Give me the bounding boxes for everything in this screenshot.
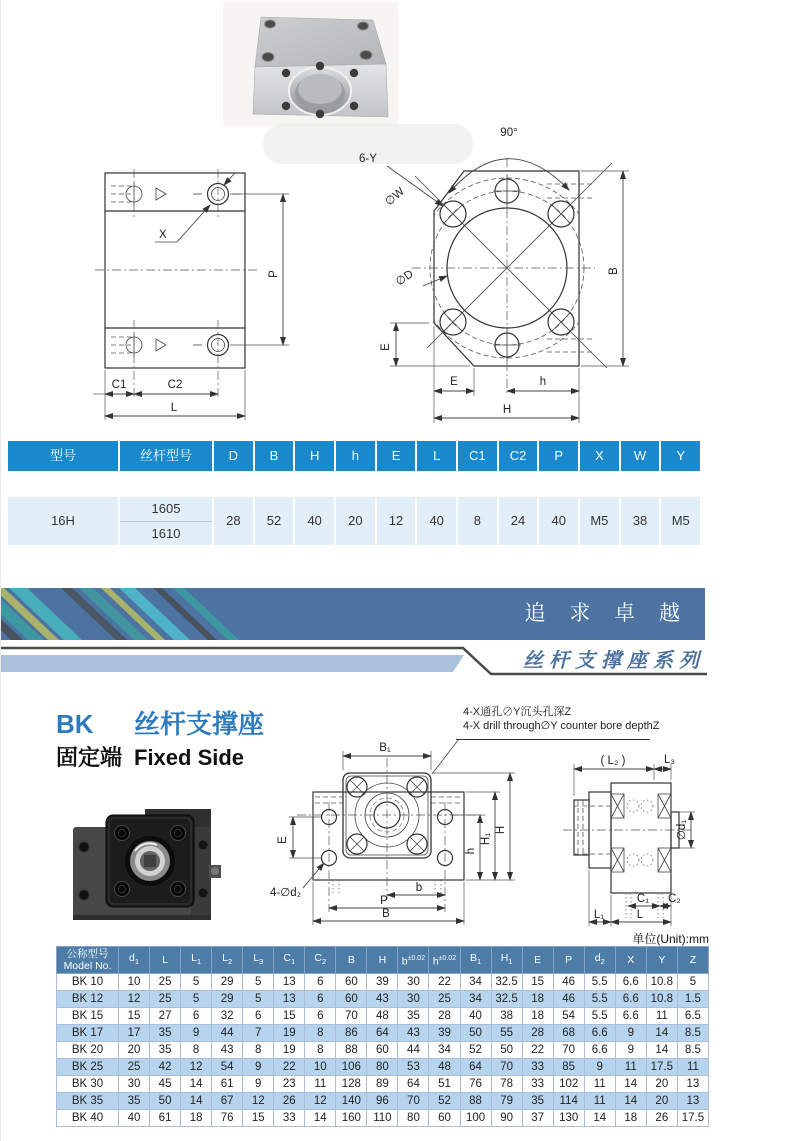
table-cell: 6 (181, 1008, 212, 1025)
table-cell: 13 (274, 991, 305, 1008)
dim-label-b: B (608, 267, 620, 275)
dim-label-l: L (170, 402, 178, 414)
dim-label-dia-w: ∅W (383, 185, 407, 209)
table-cell: 30 (398, 991, 429, 1008)
column-header: $L_1$ (181, 947, 212, 974)
table-cell: 29 (212, 991, 243, 1008)
table-cell: 1.5 (677, 991, 708, 1008)
table-cell: 12 (119, 991, 150, 1008)
table-cell: 114 (553, 1093, 584, 1110)
table-cell: 14 (615, 1076, 646, 1093)
table-cell: 13 (677, 1076, 708, 1093)
table-cell: 10 (119, 974, 150, 991)
column-header: L (150, 947, 181, 974)
dim-label-x: X (159, 229, 167, 241)
table-cell: 61 (212, 1076, 243, 1093)
table-cell: 14 (646, 1025, 677, 1042)
dim-label-h: h (539, 376, 547, 388)
value-cell: 40 (415, 497, 456, 545)
table-cell: 76 (460, 1076, 491, 1093)
table-cell: 17.5 (646, 1059, 677, 1076)
callout-cn: 4-X通孔∅Y沉头孔深Z (463, 706, 572, 718)
dim-label-h1: H₁ (480, 832, 492, 846)
table-cell: 11 (677, 1059, 708, 1076)
table-cell: 76 (212, 1110, 243, 1127)
bk-table (56, 946, 709, 1127)
dim-label-c2: C₂ (668, 893, 681, 905)
table-cell: 39 (429, 1025, 460, 1042)
table-cell: 90 (491, 1110, 522, 1127)
table-cell: 44 (398, 1042, 429, 1059)
bk-table-header (57, 947, 709, 974)
table-cell: 48 (429, 1059, 460, 1076)
bk-title-cn: 丝杆支撑座 (134, 709, 265, 739)
table-cell: 25 (429, 991, 460, 1008)
table-cell: 30 (119, 1076, 150, 1093)
product-photo-aluminum-housing (223, 2, 398, 126)
table-cell: 34 (460, 974, 491, 991)
bk-side-view-drawing (561, 736, 790, 946)
table-cell: 43 (212, 1042, 243, 1059)
table-row (57, 1093, 709, 1110)
table-cell: 37 (522, 1110, 553, 1127)
table-cell: 50 (150, 1093, 181, 1110)
value-cell: M5 (659, 497, 700, 545)
column-header: C2 (497, 441, 538, 471)
value-cell: 8 (456, 497, 497, 545)
bk-subtitle-cn: 固定端 (56, 745, 123, 770)
column-header: H (293, 441, 334, 471)
table-cell: 19 (274, 1042, 305, 1059)
dim-label-c1: C1 (111, 379, 127, 391)
table-cell: 44 (212, 1025, 243, 1042)
dim-label-l3: L₃ (664, 754, 676, 766)
column-header: X (615, 947, 646, 974)
table-cell: 15 (522, 974, 553, 991)
table-cell: 46 (553, 974, 584, 991)
column-header: E (522, 947, 553, 974)
table-cell: 14 (181, 1076, 212, 1093)
value-cell: 20 (334, 497, 375, 545)
table-cell: 30 (398, 974, 429, 991)
table-cell: 14 (584, 1110, 615, 1127)
table-cell: 86 (336, 1025, 367, 1042)
table-cell: 100 (460, 1110, 491, 1127)
table-cell: 39 (367, 974, 398, 991)
table-row (57, 974, 709, 991)
table-cell: 8 (305, 1025, 336, 1042)
table-cell: 79 (491, 1093, 522, 1110)
table-cell: 8.5 (677, 1042, 708, 1059)
table-cell: BK 35 (57, 1093, 119, 1110)
table-cell: 53 (398, 1059, 429, 1076)
table-cell: 51 (429, 1076, 460, 1093)
table-cell: 43 (398, 1025, 429, 1042)
table-cell: 6.5 (677, 1008, 708, 1025)
table-cell: 25 (119, 1059, 150, 1076)
table-cell: 140 (336, 1093, 367, 1110)
table-cell: 64 (398, 1076, 429, 1093)
table-cell: 55 (491, 1025, 522, 1042)
table-cell: 50 (491, 1042, 522, 1059)
table-cell: 9 (615, 1025, 646, 1042)
column-header: Z (677, 947, 708, 974)
table-cell: 61 (150, 1110, 181, 1127)
model-cell: 16H (8, 497, 118, 545)
dim-label-p: P (268, 270, 280, 278)
dim-label-l: L (636, 909, 644, 921)
dim-label-b-small: b (415, 882, 423, 894)
table-cell: 5 (181, 991, 212, 1008)
table-cell: 70 (491, 1059, 522, 1076)
table-cell: 64 (367, 1025, 398, 1042)
table-cell: 52 (460, 1042, 491, 1059)
table-cell: 6 (305, 974, 336, 991)
table-cell: 6 (305, 1008, 336, 1025)
table-cell: 28 (429, 1008, 460, 1025)
column-header: $C_2$ (305, 947, 336, 974)
table-cell: 80 (367, 1059, 398, 1076)
table-cell: 128 (336, 1076, 367, 1093)
table-cell: 6 (305, 991, 336, 1008)
spec-table-header (8, 441, 700, 471)
table-cell: 110 (367, 1110, 398, 1127)
table-cell: 34 (429, 1042, 460, 1059)
table-row (57, 1059, 709, 1076)
dim-label-d1: ∅d₁ (676, 819, 688, 841)
table-cell: 80 (398, 1110, 429, 1127)
table-cell: BK 10 (57, 974, 119, 991)
column-header: 型号 (8, 441, 118, 471)
dim-label-h-small: h (465, 847, 477, 855)
housing-face-view-drawing (357, 118, 790, 438)
column-header: W (619, 441, 660, 471)
table-cell: 54 (212, 1059, 243, 1076)
dim-label-b-width: B (382, 908, 390, 920)
column-header: B (253, 441, 294, 471)
table-row (57, 991, 709, 1008)
column-header: B (336, 947, 367, 974)
dim-label-c1: C₁ (636, 893, 650, 905)
table-cell: 8 (181, 1042, 212, 1059)
column-header: C1 (456, 441, 497, 471)
column-header: P (553, 947, 584, 974)
table-cell: 27 (150, 1008, 181, 1025)
table-cell: BK 15 (57, 1008, 119, 1025)
table-cell: 33 (274, 1110, 305, 1127)
table-cell: BK 17 (57, 1025, 119, 1042)
table-cell: 6.6 (615, 974, 646, 991)
screw-model-top: 1605 (120, 497, 212, 522)
column-header: 公称型号 Model No. (57, 947, 119, 974)
table-cell: BK 25 (57, 1059, 119, 1076)
dim-label-angle: 90° (500, 127, 518, 139)
table-cell: BK 40 (57, 1110, 119, 1127)
table-cell: BK 30 (57, 1076, 119, 1093)
table-cell: 18 (615, 1110, 646, 1127)
table-cell: BK 20 (57, 1042, 119, 1059)
table-cell: 160 (336, 1110, 367, 1127)
table-cell: 46 (553, 991, 584, 1008)
dim-label-b1: B₁ (379, 742, 391, 754)
column-header: Y (646, 947, 677, 974)
value-cell: 24 (497, 497, 538, 545)
table-row (57, 1025, 709, 1042)
table-cell: 12 (243, 1093, 274, 1110)
column-header: $B_1$ (460, 947, 491, 974)
column-header: E (375, 441, 416, 471)
table-cell: 9 (615, 1042, 646, 1059)
column-header: $b^{\pm 0.02}$ (398, 947, 429, 974)
table-cell: 5.5 (584, 1008, 615, 1025)
table-cell: 38 (491, 1008, 522, 1025)
column-header: $L_2$ (212, 947, 243, 974)
bk-section-title (56, 708, 264, 774)
table-cell: 18 (522, 991, 553, 1008)
column-header: $d_2$ (584, 947, 615, 974)
table-cell: 60 (336, 991, 367, 1008)
column-header: P (537, 441, 578, 471)
table-cell: 11 (305, 1076, 336, 1093)
table-cell: 89 (367, 1076, 398, 1093)
table-cell: 64 (460, 1059, 491, 1076)
table-cell: 18 (181, 1110, 212, 1127)
column-header: Y (659, 441, 700, 471)
table-cell: 6.6 (584, 1042, 615, 1059)
table-cell: 40 (119, 1110, 150, 1127)
value-cell: 28 (212, 497, 253, 545)
table-cell: 10.8 (646, 991, 677, 1008)
table-cell: 9 (243, 1076, 274, 1093)
table-cell: 20 (119, 1042, 150, 1059)
value-cell: 38 (619, 497, 660, 545)
table-cell: 6 (243, 1008, 274, 1025)
table-cell: 5.5 (584, 974, 615, 991)
table-cell: 88 (460, 1093, 491, 1110)
table-cell: 12 (181, 1059, 212, 1076)
dim-label-height: H (495, 825, 507, 835)
screw-model-cell (118, 497, 212, 545)
dim-label-p: P (380, 895, 388, 907)
table-cell: 7 (243, 1025, 274, 1042)
table-cell: 25 (150, 991, 181, 1008)
table-cell: 35 (398, 1008, 429, 1025)
table-cell: 54 (553, 1008, 584, 1025)
table-cell: 34 (460, 991, 491, 1008)
table-cell: 9 (243, 1059, 274, 1076)
dim-label-d2: 4-∅d₂ (270, 887, 302, 899)
dim-label-e: E (277, 836, 289, 844)
table-cell: 29 (212, 974, 243, 991)
column-header: $h^{\pm 0.02}$ (429, 947, 460, 974)
table-cell: 15 (274, 1008, 305, 1025)
table-cell: 17 (119, 1025, 150, 1042)
table-cell: 96 (367, 1093, 398, 1110)
table-cell: 6.6 (615, 991, 646, 1008)
table-cell: 18 (522, 1008, 553, 1025)
table-cell: 8.5 (677, 1025, 708, 1042)
table-cell: 9 (584, 1059, 615, 1076)
bk-front-view-drawing (269, 736, 569, 946)
table-cell: 26 (646, 1110, 677, 1127)
table-cell: 10.8 (646, 974, 677, 991)
column-header: $C_1$ (274, 947, 305, 974)
table-cell: 11 (615, 1059, 646, 1076)
table-cell: 50 (460, 1025, 491, 1042)
unit-label: 单位(Unit):mm (632, 932, 709, 946)
table-cell: 5 (677, 974, 708, 991)
table-cell: 23 (274, 1076, 305, 1093)
table-cell: 32.5 (491, 974, 522, 991)
table-cell: 6.6 (615, 1008, 646, 1025)
table-cell: 8 (305, 1042, 336, 1059)
table-cell: 102 (553, 1076, 584, 1093)
table-cell: 40 (460, 1008, 491, 1025)
table-cell: 42 (150, 1059, 181, 1076)
table-cell: 48 (367, 1008, 398, 1025)
table-cell: 35 (150, 1042, 181, 1059)
dim-label-e-bottom: E (450, 376, 458, 388)
value-cell: 40 (537, 497, 578, 545)
table-cell: 9 (181, 1025, 212, 1042)
table-cell: 11 (584, 1093, 615, 1110)
table-cell: 78 (491, 1076, 522, 1093)
spec-table (8, 441, 700, 545)
table-cell: 70 (398, 1093, 429, 1110)
table-cell: 14 (646, 1042, 677, 1059)
table-cell: 11 (646, 1008, 677, 1025)
table-cell: 14 (615, 1093, 646, 1110)
table-cell: 22 (522, 1042, 553, 1059)
table-row (57, 1042, 709, 1059)
column-header: D (212, 441, 253, 471)
table-cell: 68 (553, 1025, 584, 1042)
table-cell: 13 (274, 974, 305, 991)
table-cell: 5.5 (584, 991, 615, 1008)
table-cell: 10 (305, 1059, 336, 1076)
table-cell: 35 (119, 1093, 150, 1110)
table-cell: 70 (553, 1042, 584, 1059)
column-header: H (367, 947, 398, 974)
table-cell: 5 (181, 974, 212, 991)
value-cell: M5 (578, 497, 619, 545)
table-row (57, 1008, 709, 1025)
table-cell: 14 (305, 1110, 336, 1127)
value-cell: 40 (293, 497, 334, 545)
table-cell: 60 (429, 1110, 460, 1127)
dim-label-e-left: E (380, 343, 392, 351)
dim-label-width: H (502, 404, 512, 416)
screw-model-bottom: 1610 (151, 526, 181, 541)
value-cell: 52 (253, 497, 294, 545)
table-cell: 28 (522, 1025, 553, 1042)
table-cell: 60 (336, 974, 367, 991)
table-cell: 6.6 (584, 1025, 615, 1042)
table-cell: 67 (212, 1093, 243, 1110)
table-cell: 8 (243, 1042, 274, 1059)
column-header: L (415, 441, 456, 471)
bk-code: BK (56, 709, 94, 739)
table-cell: 33 (522, 1059, 553, 1076)
table-cell: 26 (274, 1093, 305, 1110)
table-cell: 32.5 (491, 991, 522, 1008)
table-cell: 17.5 (677, 1110, 708, 1127)
table-cell: 106 (336, 1059, 367, 1076)
spec-table-row (8, 497, 700, 545)
bk-block-image (53, 785, 238, 940)
table-cell: 14 (181, 1093, 212, 1110)
table-cell: 45 (150, 1076, 181, 1093)
table-cell: 19 (274, 1025, 305, 1042)
table-cell: 13 (677, 1093, 708, 1110)
table-row (57, 1076, 709, 1093)
table-cell: 15 (119, 1008, 150, 1025)
table-cell: 22 (429, 974, 460, 991)
table-cell: 130 (553, 1110, 584, 1127)
table-cell: 70 (336, 1008, 367, 1025)
table-cell: 11 (584, 1076, 615, 1093)
table-cell: 20 (646, 1093, 677, 1110)
column-header: 丝杆型号 (118, 441, 212, 471)
dim-label-l1: L₁ (593, 909, 605, 921)
banner-slogan: 追 求 卓 越 (524, 602, 689, 625)
table-cell: BK 12 (57, 991, 119, 1008)
callout-en: 4-X drill through∅Y counter bore depthZ (463, 720, 660, 732)
aluminum-block-image (223, 2, 398, 126)
banner (1, 588, 705, 640)
table-cell: 35 (150, 1025, 181, 1042)
table-cell: 12 (305, 1093, 336, 1110)
table-cell: 15 (243, 1110, 274, 1127)
table-cell: 32 (212, 1008, 243, 1025)
product-photo-bk-support (53, 785, 238, 940)
table-cell: 43 (367, 991, 398, 1008)
table-cell: 88 (336, 1042, 367, 1059)
table-row (57, 1110, 709, 1127)
bk-subtitle-en: Fixed Side (134, 745, 245, 770)
dim-label-holes: 6-Y (359, 153, 377, 165)
column-header: $d_1$ (119, 947, 150, 974)
dim-label-l2: ( L₂ ) (600, 755, 626, 767)
table-cell: 33 (522, 1076, 553, 1093)
table-cell: 22 (274, 1059, 305, 1076)
table-cell: 5 (243, 991, 274, 1008)
dim-label-dia-d: ∅D (393, 268, 416, 289)
table-cell: 35 (522, 1093, 553, 1110)
table-cell: 25 (150, 974, 181, 991)
column-header: $H_1$ (491, 947, 522, 974)
header-row (57, 947, 709, 974)
table-cell: 60 (367, 1042, 398, 1059)
table-cell: 20 (646, 1076, 677, 1093)
series-title: 丝杆支撑座系列 (523, 650, 705, 672)
table-cell: 52 (429, 1093, 460, 1110)
counterbore-callout (463, 705, 660, 733)
value-cell: 12 (375, 497, 416, 545)
column-header: X (578, 441, 619, 471)
column-header: h (334, 441, 375, 471)
housing-side-view-drawing (73, 124, 373, 439)
column-header: $L_3$ (243, 947, 274, 974)
bk-table-body (57, 974, 709, 1127)
table-cell: 5 (243, 974, 274, 991)
table-cell: 85 (553, 1059, 584, 1076)
dim-label-c2: C2 (167, 379, 183, 391)
